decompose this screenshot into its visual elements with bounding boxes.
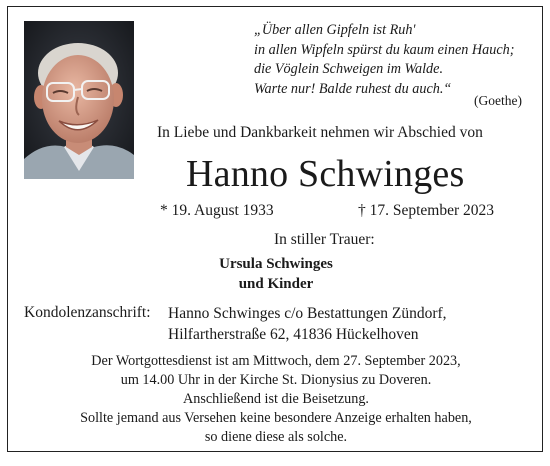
service-line: so diene diese als solche.	[204, 429, 348, 445]
poem-line: „Über allen Gipfeln ist Ruh'	[254, 22, 416, 38]
mourner-line: und Kinder	[238, 276, 314, 292]
poem-line: Warte nur! Balde ruhest du auch.“	[254, 80, 452, 97]
service-details	[8, 352, 544, 447]
farewell-intro: In Liebe und Dankbarkeit nehmen wir Abschied von	[157, 124, 483, 141]
service-line: Anschließend ist die Beisetzung.	[183, 391, 369, 407]
service-line: um 14.00 Uhr in der Kirche St. Dionysius zu Doveren.	[120, 372, 432, 388]
poem-line: in allen Wipfeln spürst du kaum einen Hauch;	[254, 41, 515, 58]
condolence-address	[168, 304, 447, 345]
deceased-name: Hanno Schwinges	[186, 153, 465, 195]
poem	[254, 21, 514, 99]
death-date: † 17. September 2023	[358, 202, 495, 219]
portrait-photo	[24, 21, 134, 179]
service-line: Sollte jemand aus Versehen keine besondere Anzeige erhalten haben,	[80, 410, 472, 426]
service-line: Der Wortgottesdienst ist am Mittwoch, dem 27. September 2023,	[91, 353, 461, 369]
address-line: Hanno Schwinges c/o Bestattungen Zündorf,	[168, 305, 447, 322]
birth-date: * 19. August 1933	[160, 202, 274, 219]
mourners	[8, 254, 544, 294]
mourning-label: In stiller Trauer:	[274, 231, 375, 248]
condolence-label: Kondolenzanschrift:	[24, 304, 151, 321]
mourner-line: Ursula Schwinges	[219, 256, 333, 272]
obituary-notice	[7, 6, 543, 452]
address-line: Hilfartherstraße 62, 41836 Hückelhoven	[168, 325, 419, 343]
poem-line: die Vöglein Schweigen im Walde.	[254, 61, 443, 77]
poem-author: (Goethe)	[474, 93, 522, 108]
